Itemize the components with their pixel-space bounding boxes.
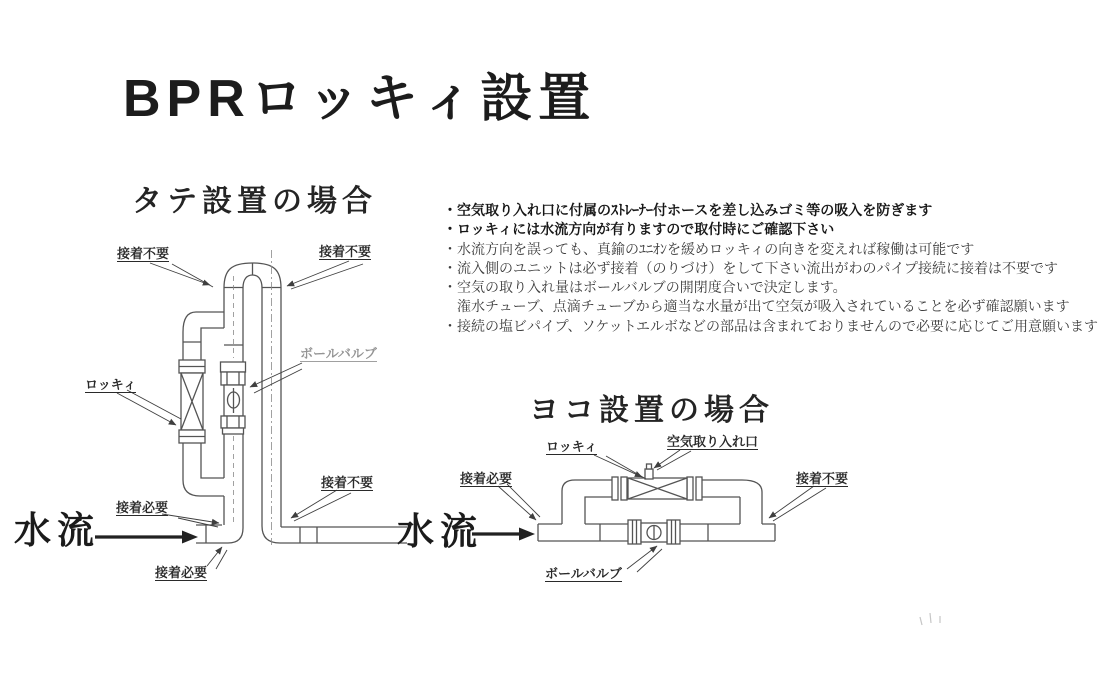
note-line: ・流入側のユニットは必ず接着（のりづけ）をして下さい流出がわのパイプ接続に接着は不要です xyxy=(443,259,1059,276)
notes-list xyxy=(443,201,1103,336)
callout-rocky: ロッキィ xyxy=(85,377,137,392)
vertical-section-heading: タテ設置の場合 xyxy=(132,185,377,218)
note-line: ・接続の塩ビパイプ、ソケットエルボなどの部品は含まれておりませんので必要に応じてご用意願います xyxy=(443,317,1099,334)
vertical-pipe-drawing xyxy=(0,230,440,620)
page-title: BPRロッキィ設置 xyxy=(123,70,597,128)
note-line: ・ロッキィには水流方向が有りますので取付時にご確認下さい xyxy=(443,221,835,238)
callout-air-inlet: 空気取り入れ口 xyxy=(667,434,759,449)
note-line: ・空気取り入れ口に付属のｽﾄﾚｰﾅｰ付ホースを差し込みゴミ等の吸入を防ぎます xyxy=(443,202,933,218)
water-flow-label: 水流 xyxy=(397,511,483,552)
callout-no-glue-top-left: 接着不要 xyxy=(117,246,170,261)
horizontal-installation-diagram xyxy=(395,425,900,610)
water-flow-label: 水流 xyxy=(14,510,100,551)
callout-glue-required: 接着必要 xyxy=(460,471,513,486)
callout-no-glue: 接着不要 xyxy=(796,471,849,486)
note-line: 潅水チューブ、点滴チューブから適当な水量が出て空気が吸入されていることを必ず確認願います xyxy=(457,298,1070,315)
callout-no-glue-top-right: 接着不要 xyxy=(319,244,372,259)
callout-glue-required-inlet: 接着必要 xyxy=(116,500,169,515)
callout-rocky: ロッキィ xyxy=(546,439,598,454)
note-line: ・空気の取り入れ量はボールバルブの開閉度合いで決定します。 xyxy=(443,279,847,296)
horizontal-section-heading: ヨコ設置の場合 xyxy=(529,394,774,427)
callout-ball-valve: ボールバルブ xyxy=(545,566,622,581)
scan-artifact xyxy=(912,603,972,633)
callout-glue-required-bottom: 接着必要 xyxy=(155,565,208,580)
vertical-installation-diagram xyxy=(0,230,440,620)
callout-ball-valve: ボールバルブ xyxy=(300,346,377,361)
callout-no-glue-outlet: 接着不要 xyxy=(321,475,374,490)
note-line: ・水流方向を誤っても、真鍮のﾕﾆｵﾝを緩めロッキィの向きを変えれば稼働は可能です xyxy=(443,240,975,257)
water-flow-arrow xyxy=(95,531,198,544)
